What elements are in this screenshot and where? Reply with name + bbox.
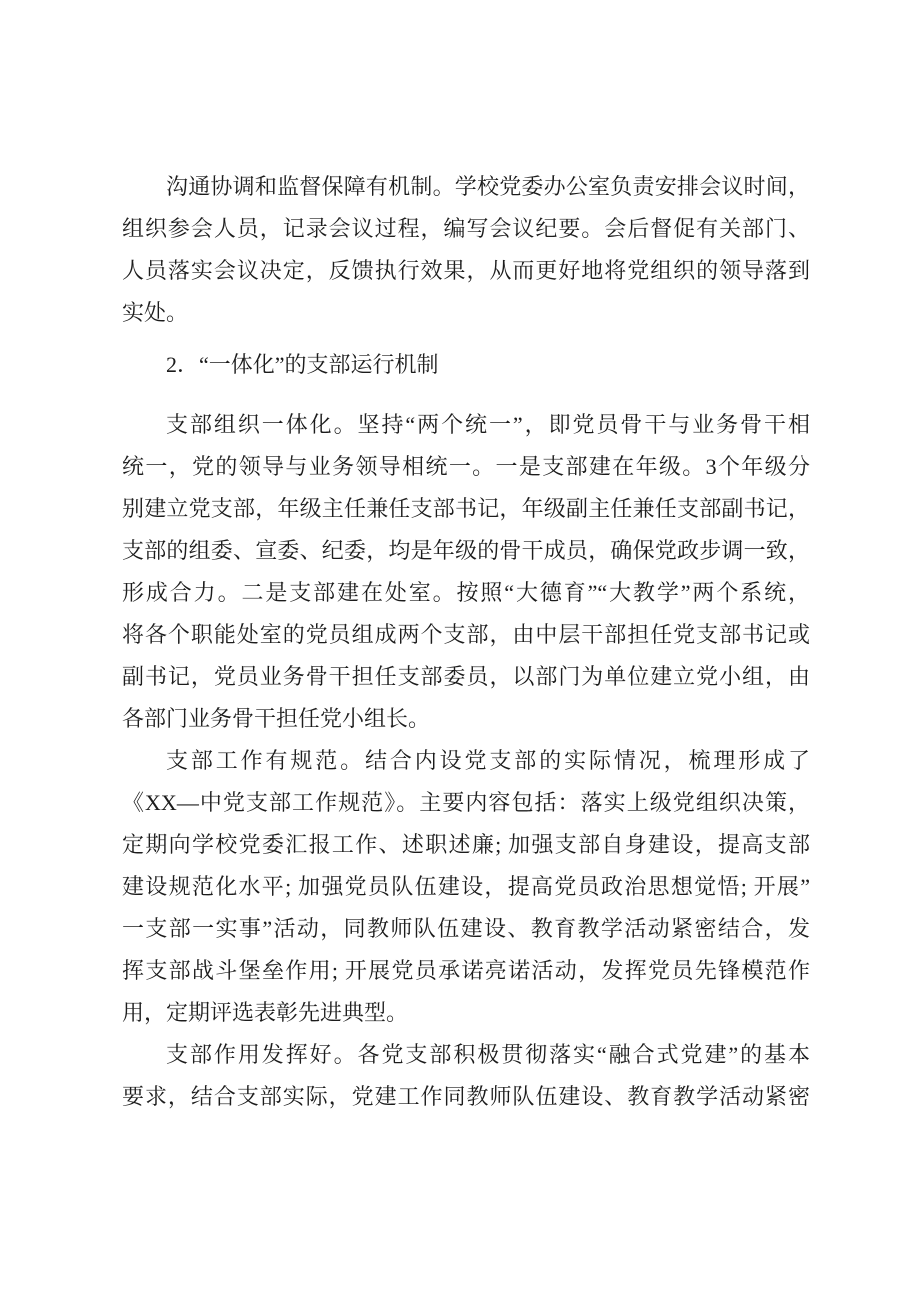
text-line: 定期向学校党委汇报工作、述职述廉; 加强支部自身建设，提高支部 <box>122 832 810 857</box>
text-line: 支部的组委、宣委、纪委，均是年级的骨干成员，确保党政步调一致， <box>122 538 810 563</box>
text-line: 别建立党支部，年级主任兼任支部书记，年级副主任兼任支部副书记， <box>122 496 810 521</box>
document-text-block <box>122 166 810 1118</box>
text-line: 支部作用发挥好。各党支部积极贯彻落实“融合式党建”的基本 <box>166 1042 810 1067</box>
text-line: 用，定期评选表彰先进典型。 <box>122 1000 409 1025</box>
paragraph <box>122 1034 810 1118</box>
text-line: 各部门业务骨干担任党小组长。 <box>122 706 431 731</box>
paragraph <box>122 404 810 740</box>
section-heading <box>122 344 810 386</box>
text-line: 支部组织一体化。坚持“两个统一”，即党员骨干与业务骨干相 <box>166 412 811 437</box>
text-line: 人员落实会议决定，反馈执行效果，从而更好地将党组织的领导落到 <box>122 258 810 283</box>
text-line: 沟通协调和监督保障有机制。学校党委办公室负责安排会议时间， <box>166 174 810 199</box>
text-line: 形成合力。二是支部建在处室。按照“大德育”“大教学”两个系统， <box>122 580 810 605</box>
text-line: 将各个职能处室的党员组成两个支部，由中层干部担任党支部书记或 <box>122 622 810 647</box>
text-line: 支部工作有规范。结合内设党支部的实际情况，梳理形成了 <box>166 748 810 773</box>
paragraph <box>122 166 810 334</box>
paragraph <box>122 740 810 1034</box>
text-line: 副书记，党员业务骨干担任支部委员，以部门为单位建立党小组，由 <box>122 664 810 689</box>
text-line: 实处。 <box>122 300 189 325</box>
text-line: 《XX—中党支部工作规范》。主要内容包括：落实上级党组织决策， <box>122 790 810 815</box>
text-line: 建设规范化水平; 加强党员队伍建设，提高党员政治思想觉悟; 开展” <box>122 874 810 899</box>
text-line: 统一，党的领导与业务领导相统一。一是支部建在年级。3个年级分 <box>122 454 810 479</box>
text-line: 要求，结合支部实际，党建工作同教师队伍建设、教育教学活动紧密 <box>122 1084 810 1109</box>
text-line: 挥支部战斗堡垒作用; 开展党员承诺亮诺活动，发挥党员先锋模范作 <box>122 958 810 983</box>
text-line: 一支部一实事”活动，同教师队伍建设、教育教学活动紧密结合，发 <box>122 916 810 941</box>
text-line: 组织参会人员，记录会议过程，编写会议纪要。会后督促有关部门、 <box>122 216 810 241</box>
text-line: 2．“一体化”的支部运行机制 <box>166 352 439 377</box>
